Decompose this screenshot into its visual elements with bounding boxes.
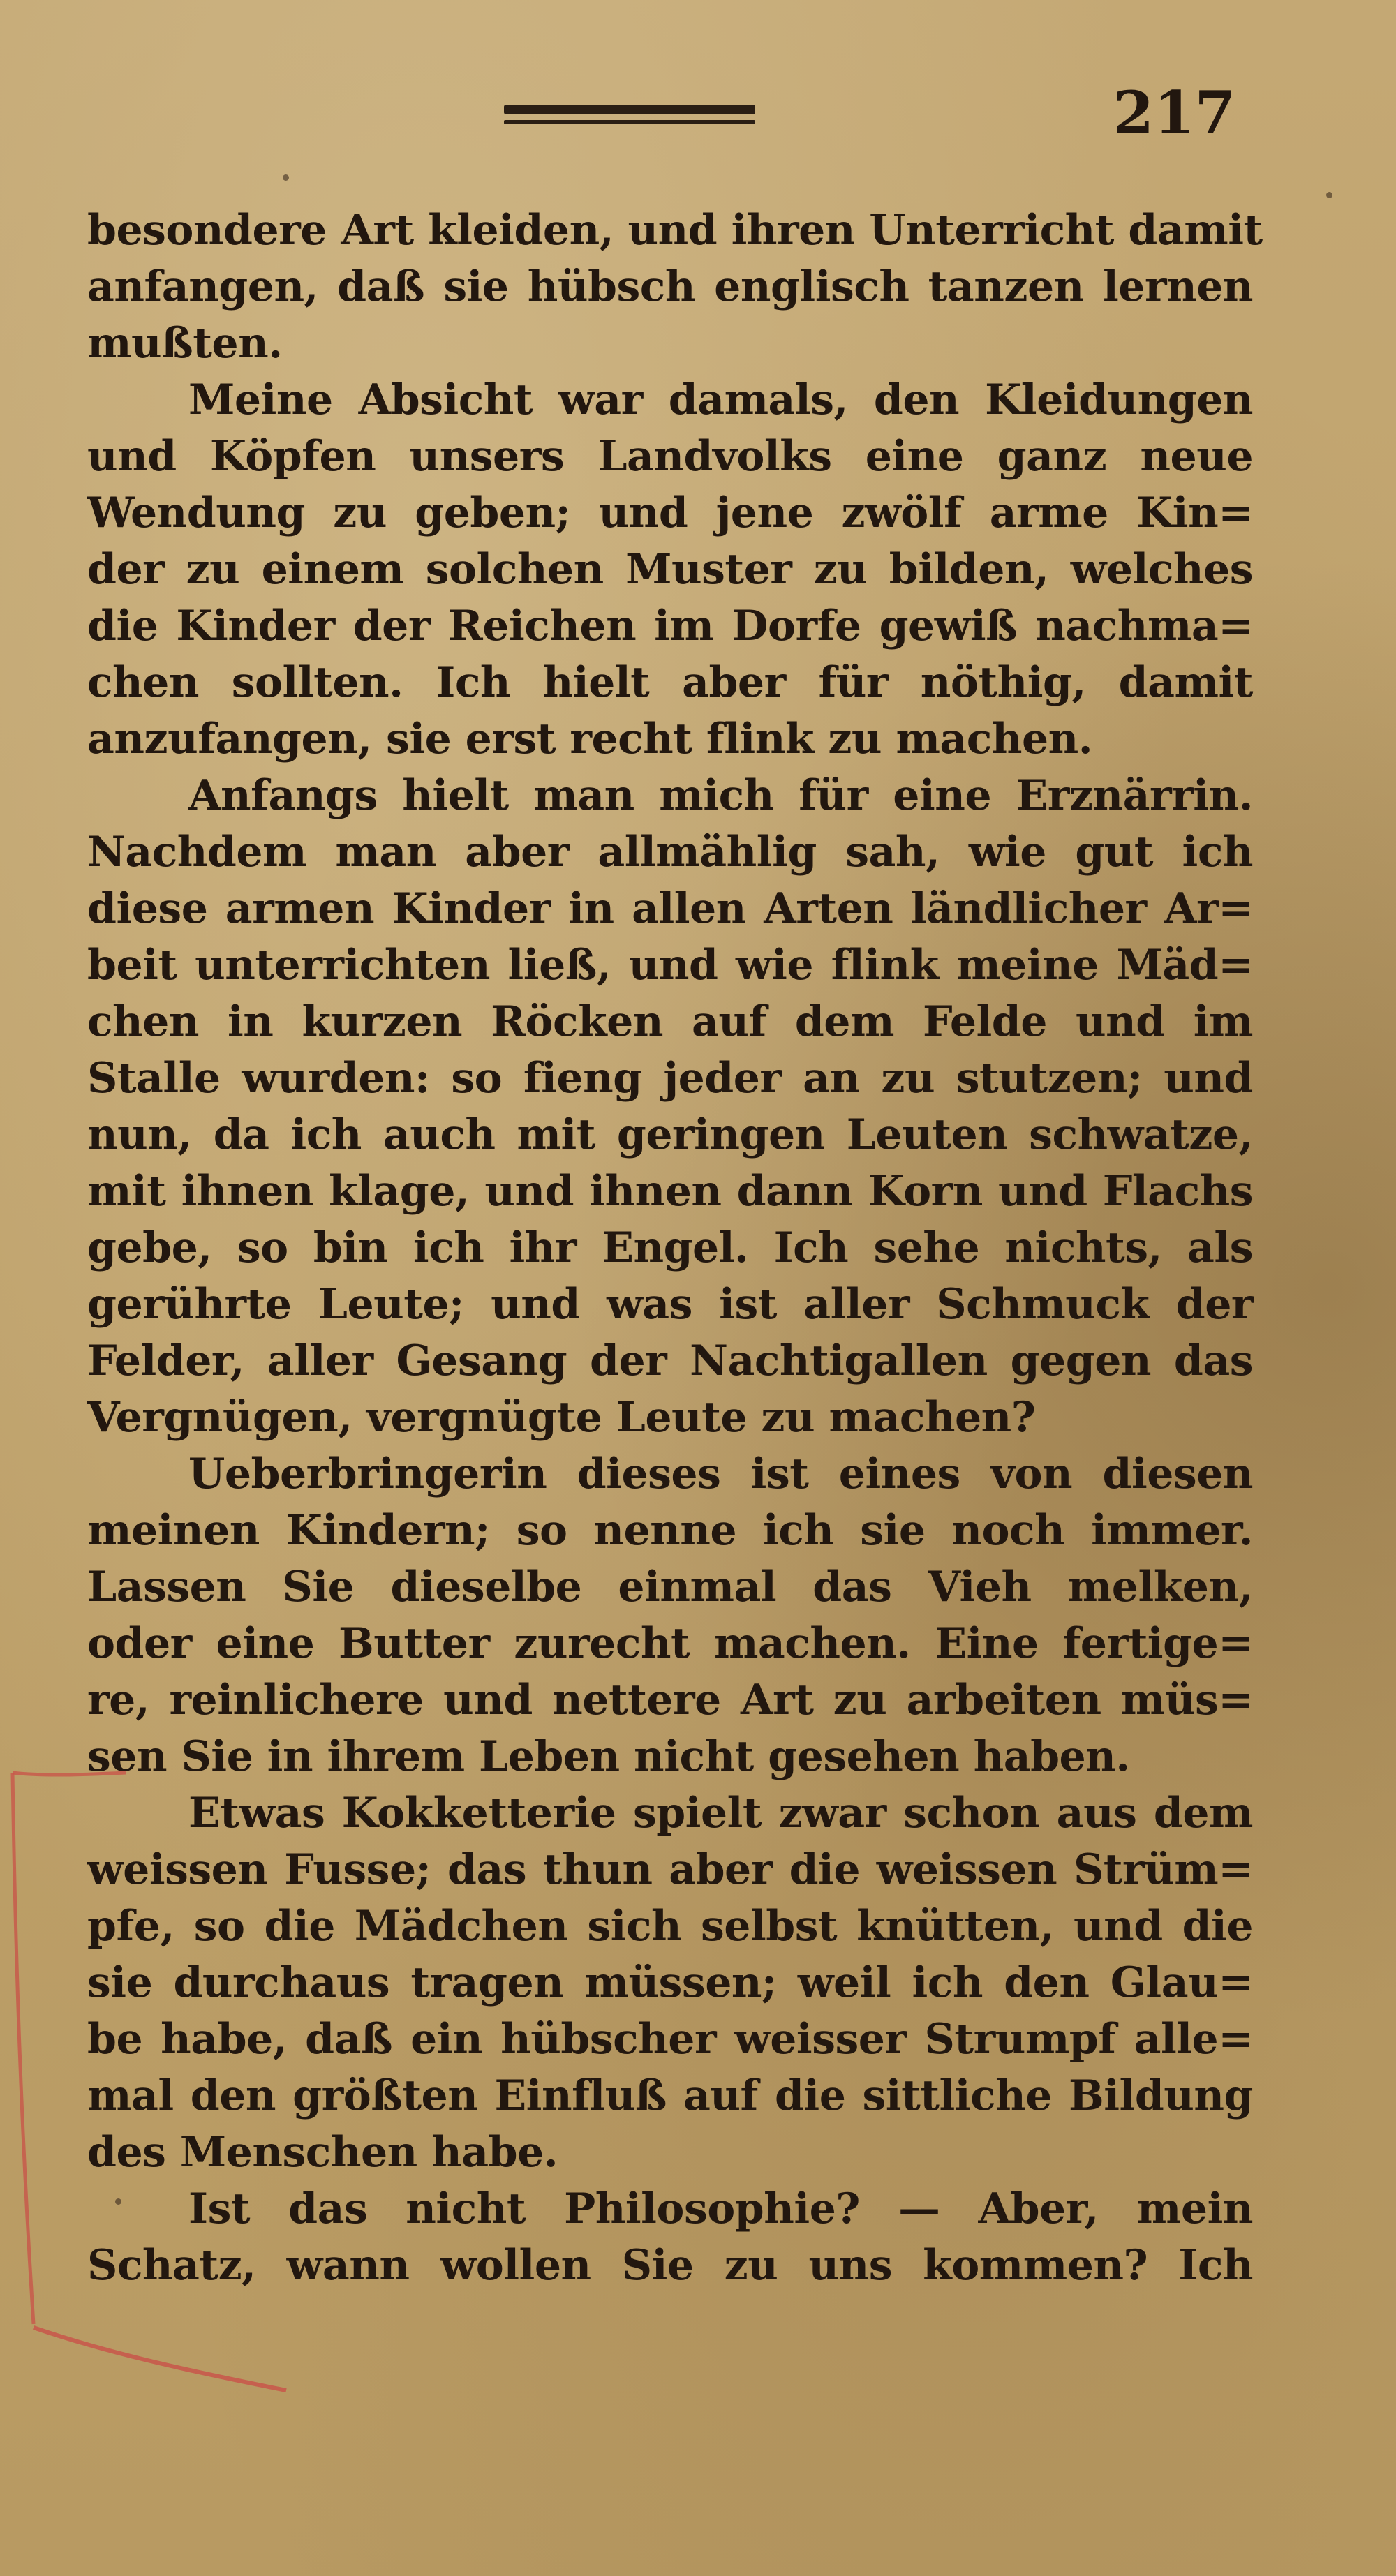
paragraph-start-line: Anfangs hielt man mich für eine Erznärrin. (188, 771, 1253, 820)
text-line: pfe, so die Mädchen sich selbst knütten, und die (87, 1902, 1253, 1951)
paragraph-start-line: Ueberbringerin dieses ist eines von diesen (188, 1450, 1253, 1498)
text-line: Schatz, wann wollen Sie zu uns kommen? Ich (87, 2241, 1253, 2290)
text-line: oder eine Butter zurecht machen. Eine fertige= (87, 1619, 1253, 1668)
text-line: meinen Kindern; so nenne ich sie noch immer. (87, 1506, 1253, 1555)
text-line: anzufangen, sie erst recht flink zu machen. (87, 715, 1093, 764)
text-line: mal den größten Einfluß auf die sittliche Bildung (87, 2071, 1253, 2120)
text-line: Wendung zu geben; und jene zwölf arme Kin= (87, 489, 1253, 537)
text-line: gebe, so bin ich ihr Engel. Ich sehe nichts, als (87, 1223, 1253, 1272)
paragraph-start-line: Ist das nicht Philosophie? — Aber, mein (188, 2184, 1253, 2233)
ink-speck (115, 2198, 121, 2205)
text-line: anfangen, daß sie hübsch englisch tanzen lernen (87, 262, 1253, 311)
text-line: Vergnügen, vergnügte Leute zu machen? (87, 1393, 1036, 1442)
ink-speck (1326, 192, 1332, 198)
text-line: sen Sie in ihrem Leben nicht gesehen haben. (87, 1732, 1130, 1781)
text-line: Lassen Sie dieselbe einmal das Vieh melken, (87, 1563, 1253, 1611)
text-line: chen in kurzen Röcken auf dem Felde und im (87, 997, 1253, 1046)
ink-speck (283, 174, 289, 181)
text-line: chen sollten. Ich hielt aber für nöthig, damit (87, 658, 1253, 707)
body-text (87, 202, 1263, 2294)
header-rule-thick (504, 105, 755, 114)
text-line: Stalle wurden: so fieng jeder an zu stutzen; und (87, 1054, 1253, 1103)
page-number: 217 (1113, 78, 1235, 147)
text-line: Felder, aller Gesang der Nachtigallen gegen das (87, 1337, 1253, 1385)
pencil-stroke-bottom (34, 2328, 286, 2390)
header-rule-ornament (504, 105, 755, 128)
text-line: mit ihnen klage, und ihnen dann Korn und Flachs (87, 1167, 1253, 1216)
text-line: be habe, daß ein hübscher weisser Strumpf alle= (87, 2015, 1253, 2064)
text-line: nun, da ich auch mit geringen Leuten schwatze, (87, 1110, 1253, 1159)
text-line: re, reinlichere und nettere Art zu arbeiten müs= (87, 1676, 1253, 1725)
text-line: die Kinder der Reichen im Dorfe gewiß nachma= (87, 602, 1253, 650)
text-line: sie durchaus tragen müssen; weil ich den Glau= (87, 1958, 1253, 2007)
pencil-stroke-vertical (13, 1773, 34, 2324)
text-line: Nachdem man aber allmählig sah, wie gut ich (87, 828, 1253, 877)
header-rule-thin (504, 120, 755, 124)
paragraph-start-line: Etwas Kokketterie spielt zwar schon aus dem (188, 1789, 1253, 1838)
text-line: diese armen Kinder in allen Arten ländlicher Ar= (87, 884, 1253, 933)
text-line: mußten. (87, 319, 283, 368)
paragraph-start-line: Meine Absicht war damals, den Kleidungen (188, 375, 1253, 424)
text-line: des Menschen habe. (87, 2128, 558, 2177)
text-line: beit unterrichten ließ, und wie flink meine Mäd= (87, 941, 1253, 990)
text-line: und Köpfen unsers Landvolks eine ganz neue (87, 432, 1253, 481)
text-line: weissen Fusse; das thun aber die weissen Strüm= (87, 1845, 1253, 1894)
text-line: gerührte Leute; und was ist aller Schmuck der (87, 1280, 1253, 1329)
text-line: der zu einem solchen Muster zu bilden, welches (87, 545, 1253, 594)
text-line: besondere Art kleiden, und ihren Unterricht damit (87, 206, 1263, 255)
